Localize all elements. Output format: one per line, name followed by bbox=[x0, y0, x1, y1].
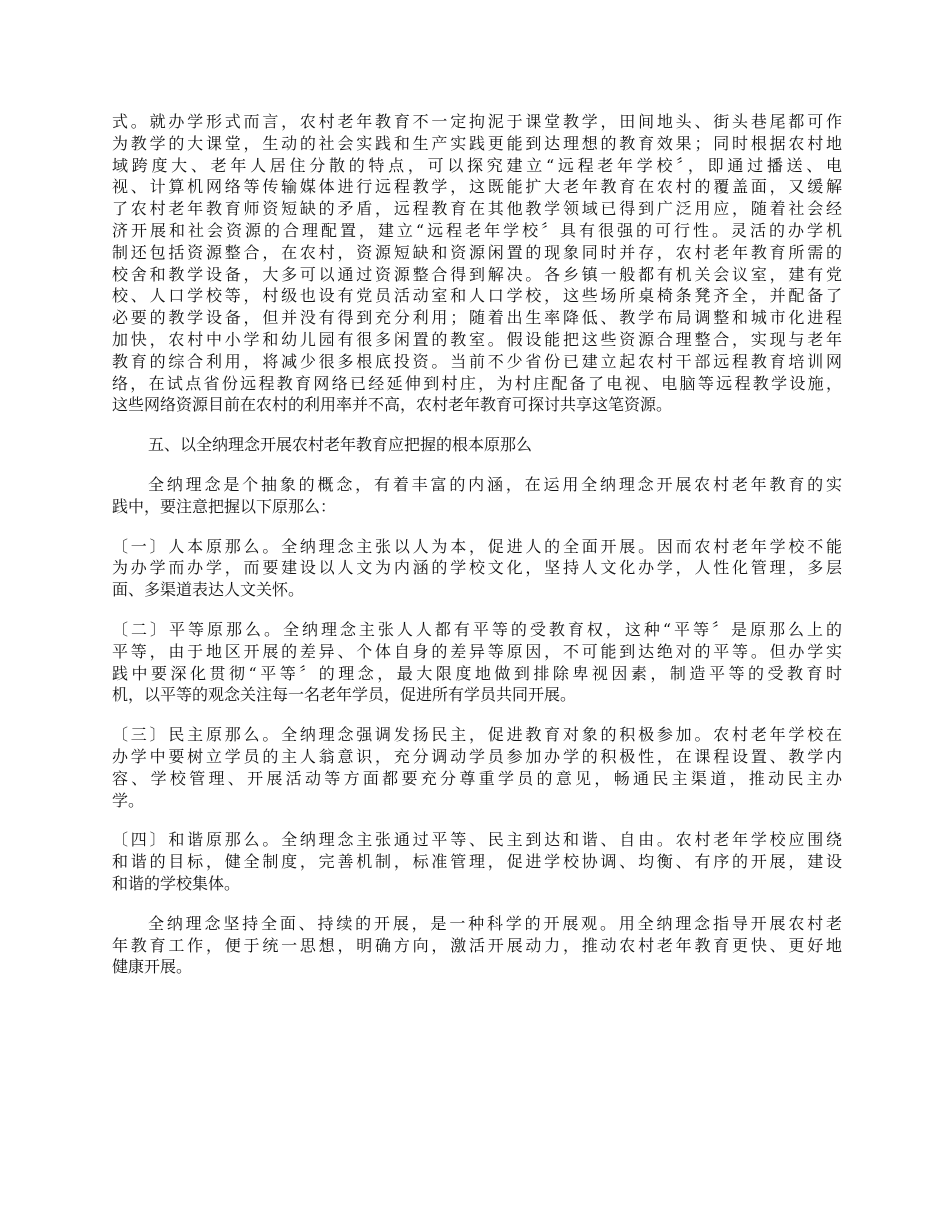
text-line: 络，在试点省份远程教育网络已经延伸到村庄，为村庄配备了电视、电脑等远程教学设施， bbox=[112, 373, 842, 393]
text-line: 为办学而办学，而要建设以人文为内涵的学校文化，坚持人文化办学，人性化管理，多层 bbox=[112, 558, 842, 578]
text-line: 〔三〕民主原那么。全纳理念强调发扬民主，促进教育对象的积极参加。农村老年学校在 bbox=[112, 725, 842, 745]
text-line: 〔二〕平等原那么。全纳理念主张人人都有平等的受教育权，这种“平等〞是原那么上的 bbox=[112, 619, 842, 639]
text-line: 年教育工作，便于统一思想，明确方向，激活开展动力，推动农村老年教育更快、更好地 bbox=[112, 935, 842, 955]
text-line: 办学中要树立学员的主人翁意识，充分调动学员参加办学的积极性，在课程设置、教学内 bbox=[112, 746, 842, 766]
text-line: 机，以平等的观念关注每一名老年学员，促进所有学员共同开展。 bbox=[112, 685, 577, 705]
text-line: 平等，由于地区开展的差异、个体自身的差异等原因，不可能到达绝对的平等。但办学实 bbox=[112, 641, 842, 661]
paragraph-conclusion bbox=[112, 913, 842, 978]
paragraph-principle-harmony bbox=[112, 829, 842, 894]
text-line: 视、计算机网络等传输媒体进行远程教学，这既能扩大老年教育在农村的覆盖面，又缓解 bbox=[112, 177, 842, 197]
text-line: 了农村老年教育师资短缺的矛盾，远程教育在其他教学领域已得到广泛用应，随着社会经 bbox=[112, 199, 842, 219]
section-heading-5 bbox=[112, 434, 842, 456]
heading-text: 五、以全纳理念开展农村老年教育应把握的根本原那么 bbox=[148, 435, 533, 455]
text-line: 健康开展。 bbox=[112, 957, 193, 977]
paragraph-remote-education bbox=[112, 111, 842, 416]
text-line: 全纳理念是个抽象的概念，有着丰富的内涵，在运用全纳理念开展农村老年教育的实 bbox=[148, 474, 842, 494]
document-page bbox=[112, 111, 842, 978]
text-line: 这些网络资源目前在农村的利用率并不高，农村老年教育可探讨共享这笔资源。 bbox=[112, 395, 673, 415]
text-line: 校舍和教学设备，大多可以通过资源整合得到解决。各乡镇一般都有机关会议室，建有党 bbox=[112, 264, 842, 284]
text-line: 容、学校管理、开展活动等方面都要充分尊重学员的意见，畅通民主渠道，推动民主办 bbox=[112, 768, 842, 788]
text-line: 全纳理念坚持全面、持续的开展，是一种科学的开展观。用全纳理念指导开展农村老 bbox=[148, 913, 842, 933]
text-line: 加快，农村中小学和幼儿园有很多闲置的教室。假设能把这些资源合理整合，实现与老年 bbox=[112, 329, 842, 349]
text-line: 面、多渠道表达人文关怀。 bbox=[112, 580, 305, 600]
text-line: 和谐的目标，健全制度，完善机制，标准管理，促进学校协调、均衡、有序的开展，建设 bbox=[112, 852, 842, 872]
text-line: 为教学的大课堂，生动的社会实践和生产实践更能到达理想的教育效果；同时根据农村地 bbox=[112, 133, 842, 153]
text-line: 域跨度大、老年人居住分散的特点，可以探究建立“远程老年学校〞，即通过播送、电 bbox=[112, 155, 842, 175]
text-line: 践中，要注意把握以下原那么： bbox=[112, 496, 337, 516]
text-line: 校、人口学校等，村级也设有党员活动室和人口学校，这些场所桌椅条凳齐全，并配备了 bbox=[112, 286, 842, 306]
text-line: 〔四〕和谐原那么。全纳理念主张通过平等、民主到达和谐、自由。农村老年学校应围绕 bbox=[112, 830, 842, 850]
paragraph-principle-humanism bbox=[112, 536, 842, 601]
text-line: 学。 bbox=[112, 790, 145, 810]
paragraph-principle-equality bbox=[112, 619, 842, 706]
text-line: 〔一〕人本原那么。全纳理念主张以人为本，促进人的全面开展。因而农村老年学校不能 bbox=[112, 536, 842, 556]
text-line: 济开展和社会资源的合理配置，建立“远程老年学校〞具有很强的可行性。灵活的办学机 bbox=[112, 220, 842, 240]
text-line: 式。就办学形式而言，农村老年教育不一定拘泥于课堂教学，田间地头、街头巷尾都可作 bbox=[112, 112, 842, 131]
text-line: 践中要深化贯彻“平等〞的理念，最大限度地做到排除卑视因素，制造平等的受教育时 bbox=[112, 663, 842, 683]
paragraph-intro bbox=[112, 474, 842, 518]
text-line: 必要的教学设备，但并没有得到充分利用；随着出生率降低、教学布局调整和城市化进程 bbox=[112, 308, 842, 328]
paragraph-principle-democracy bbox=[112, 724, 842, 811]
text-line: 和谐的学校集体。 bbox=[112, 873, 241, 893]
text-line: 教育的综合利用，将减少很多根底投资。当前不少省份已建立起农村干部远程教育培训网 bbox=[112, 351, 842, 371]
text-line: 制还包括资源整合，在农村，资源短缺和资源闲置的现象同时并存，农村老年教育所需的 bbox=[112, 242, 842, 262]
